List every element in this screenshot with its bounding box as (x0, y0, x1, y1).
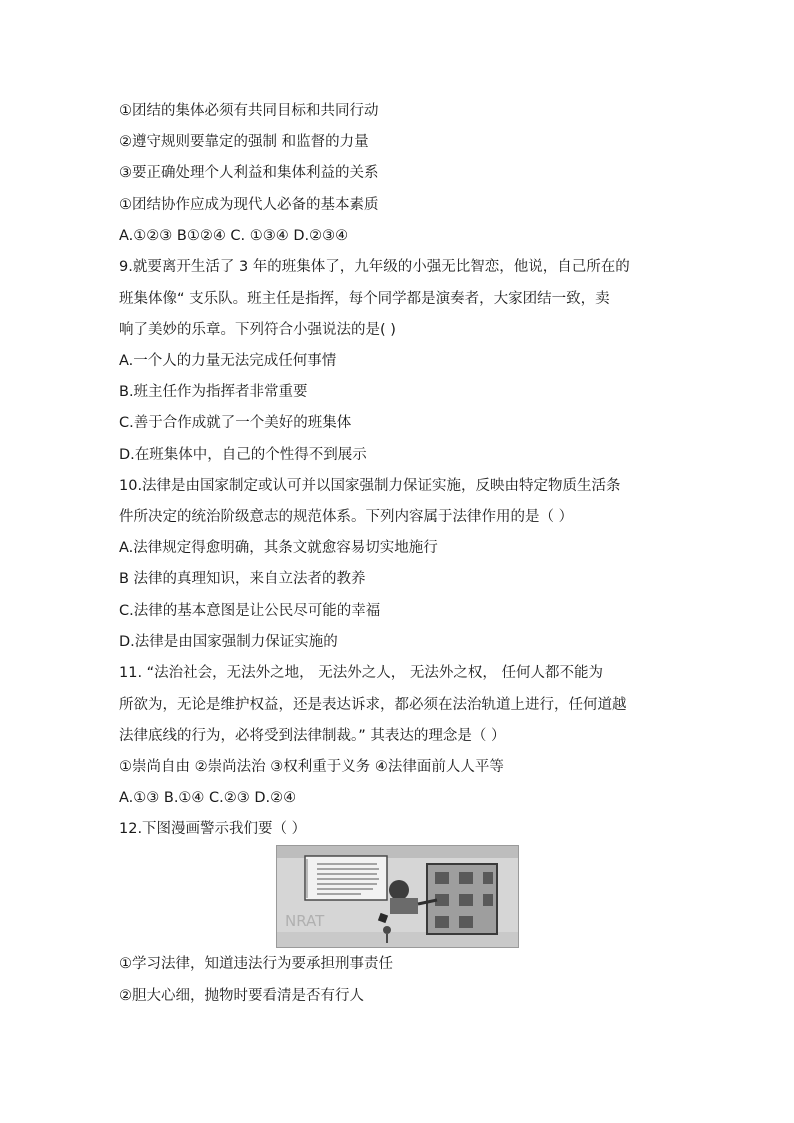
line-q10-stem-1: 10.法律是由国家制定或认可并以国家强制力保证实施，反映由特定物质生活条 (119, 478, 621, 494)
line-q11-stem-3: 法律底线的行为，必将受到法律制裁。” 其表达的理念是（ ） (119, 728, 506, 744)
line-q10-option-c: C.法律的基本意图是让公民尽可能的幸福 (119, 603, 381, 619)
line-q10-option-b: B 法律的真理知识，来自立法者的教养 (119, 571, 366, 587)
warning-cartoon-image (276, 845, 519, 948)
line-q11-choices: A.①③ B.①④ C.②③ D.②④ (119, 790, 297, 806)
line-q11-stem-2: 所欲为，无论是维护权益，还是表达诉求，都必须在法治轨道上进行，任何道越 (119, 697, 627, 713)
line-q11-stem-1: 11. “法治社会，无法外之地， 无法外之人， 无法外之权， 任何人都不能为 (119, 665, 604, 681)
line-q9-option-b: B.班主任作为指挥者非常重要 (119, 384, 308, 400)
line-q8-opt3: ③要正确处理个人利益和集体利益的关系 (119, 165, 379, 181)
line-q8-opt1: ①团结的集体必须有共同目标和共同行动 (119, 103, 379, 119)
line-q9-option-a: A.一个人的力量无法完成任何事情 (119, 353, 337, 369)
svg-text:NRAT: NRAT (285, 912, 325, 930)
cartoon-illustration (277, 846, 518, 947)
line-q9-stem-3: 响了美妙的乐章。下列符合小强说法的是( ) (119, 322, 396, 338)
line-q12-opt2: ②胆大心细，抛物时要看清是否有行人 (119, 988, 364, 1004)
line-q9-stem-2: 班集体像“ 支乐队。班主任是指挥，每个同学都是演奏者，大家团结一致，卖 (119, 291, 610, 307)
line-q8-choices: A.①②③ B①②④ C. ①③④ D.②③④ (119, 228, 349, 244)
line-q11-opts: ①崇尚自由 ②崇尚法治 ③权利重于义务 ④法律面前人人平等 (119, 759, 504, 775)
line-q10-stem-2: 件所决定的统治阶级意志的规范体系。下列内容属于法律作用的是（ ） (119, 509, 574, 525)
line-q8-opt4: ①团结协作应成为现代人必备的基本素质 (119, 197, 379, 213)
line-q10-option-d: D.法律是由国家强制力保证实施的 (119, 634, 338, 650)
line-q12-opt1: ①学习法律，知道违法行为要承担刑事责任 (119, 956, 393, 972)
line-q9-option-c: C.善于合作成就了一个美好的班集体 (119, 415, 352, 431)
line-q10-option-a: A.法律规定得愈明确，其条文就愈容易切实地施行 (119, 540, 438, 556)
line-q8-opt2: ②遵守规则要靠定的强制 和监督的力量 (119, 134, 369, 150)
line-q12-stem: 12.下图漫画警示我们要（ ） (119, 821, 307, 837)
line-q9-stem-1: 9.就要离开生活了 3 年的班集体了，九年级的小强无比智恋，他说，自己所在的 (119, 259, 630, 275)
line-q9-option-d: D.在班集体中，自己的个性得不到展示 (119, 447, 367, 463)
